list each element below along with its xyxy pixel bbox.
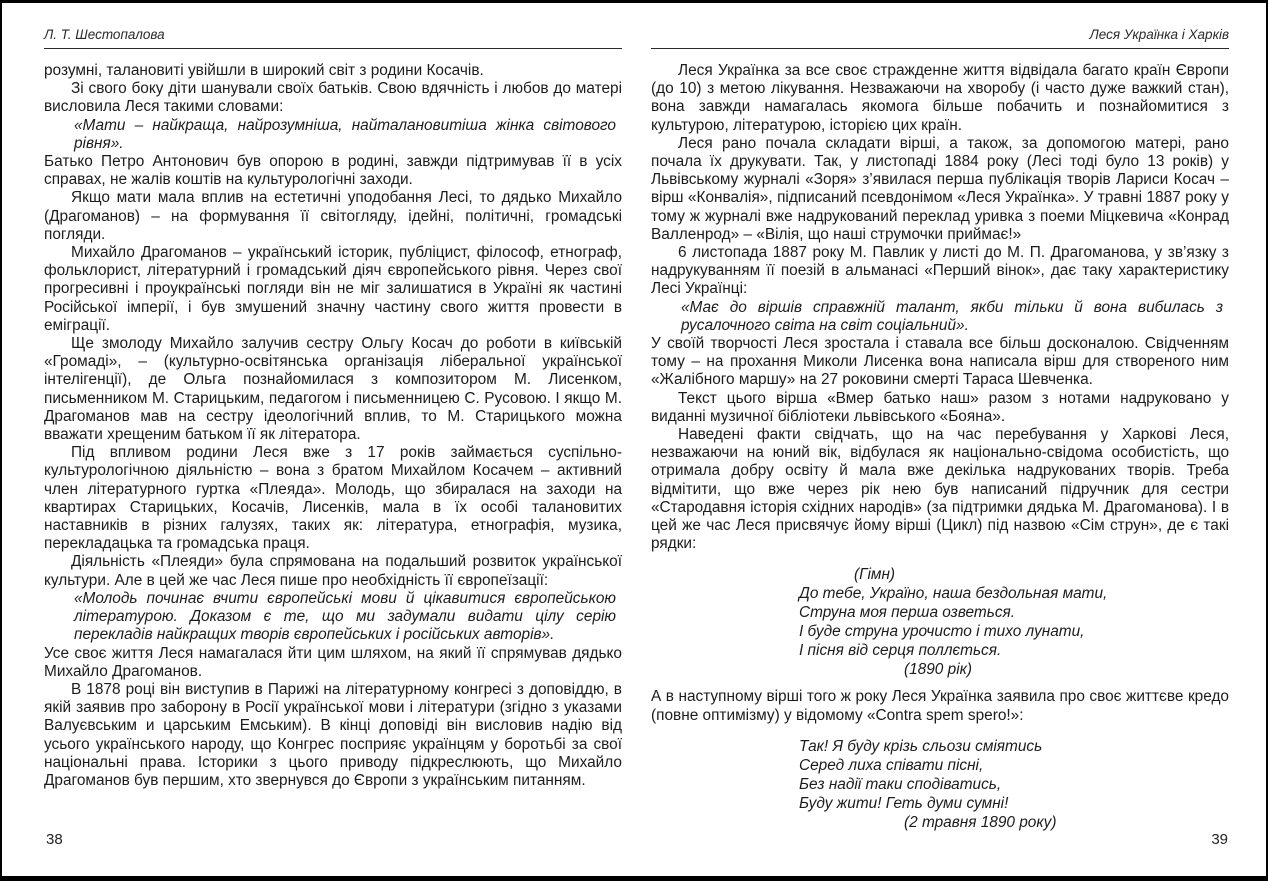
body-paragraph: У своїй творчості Леся зростала і ставала все більш досконалою. Свідченням тому – на прохання Миколи Лисенка вона написала вірш для створеного ним «Жалібного маршу» на 27 роковини смерті Тараса Шевченка. bbox=[651, 335, 1229, 389]
body-paragraph: Ще змолоду Михайло залучив сестру Ольгу Косач до роботи в київській «Громаді», – (культурно-освітянська організація ліберальної української інтелігенції), де Ольга познайомилася з композитором М. Лисенком, письменником М. Старицьким, педагогом і письменницею С. Русовою. І якщо М. Драгоманов мав на сестру ідеологічний вплив, то М. Старицького можна вважати хрещеним батьком її як літератора. bbox=[44, 335, 622, 444]
poem-line: Без надії таки сподіватись, bbox=[799, 775, 1002, 793]
left-page bbox=[44, 27, 622, 790]
body-paragraph: Текст цього вірша «Вмер батько наш» разом з нотами надруковано у виданні музичної бібліотеки львівського «Бояна». bbox=[651, 389, 1229, 425]
body-paragraph: Михайло Драгоманов – український історик, публіцист, філософ, етнограф, фольклорист, літературний і громадський діяч європейського рівня. Через свої прогресивні і проукраїнські погляди він не міг залишатися в Україні як частині Російської імперії, і був змушений значну частину свого життя провести в еміграції. bbox=[44, 244, 622, 334]
body-paragraph: Наведені факти свідчать, що на час перебування у Харкові Леся, незважаючи на юний вік, відбулася як національно-свідома особистість, що отримала добру освіту й мала вже декілька надрукованих творів. Треба відмітити, що вже через рік нею був написаний підручник для сестри «Стародавня історія східних народів» (за підтримки дядька М. Драгоманова). І в цей же час Леся присвячує йому вірші (Цикл) під назвою «Сім струн», де є такі рядки: bbox=[651, 426, 1229, 553]
body-paragraph: Батько Петро Антонович був опорою в родині, завжди підтримував її в усіх справах, не жалів коштів на культурологічні заходи. bbox=[44, 153, 622, 189]
body-paragraph: Леся рано почала складати вірші, а також, за допомогою матері, рано почала їх друкувати. Так, у листопаді 1884 року (Лесі тоді було 13 років) у Львівському журналі «Зоря» з’явилася перша публікація творів Лариси Косач – вірш «Конвалія», підписаний псевдонімом «Леся Українка». У травні 1887 року у тому ж журналі вже надрукований переклад уривка з поеми Міцкевича «Конрад Валленрод» – «Вілія, що наші струмочки приймає!» bbox=[651, 134, 1229, 243]
right-page-body bbox=[651, 62, 1229, 832]
body-paragraph: Усе своє життя Леся намагалася йти цим шляхом, на який її спрямував дядько Михайло Драгоманов. bbox=[44, 644, 622, 680]
poem-line: Струна моя перша озветься. bbox=[799, 604, 1016, 622]
body-paragraph: А в наступному вірші того ж року Леся Українка заявила про своє життєве кредо (повне оптимізму) у відомому «Contra spem spero!»: bbox=[651, 688, 1229, 724]
poem-line: І буде струна урочисто і тихо лунати, bbox=[799, 623, 1085, 641]
poem-line: Серед лиха співати пісні, bbox=[799, 756, 984, 774]
body-paragraph: Діяльність «Плеяди» була спрямована на подальший розвиток української культури. Але в цей же час Леся пише про необхідність її європеїзації: bbox=[44, 553, 622, 589]
quote-paragraph: «Мати – найкраща, найрозумніша, найталановитіша жінка світового рівня». bbox=[74, 116, 616, 152]
page-number: 38 bbox=[46, 831, 63, 848]
poem-line: До тебе, Україно, наша бездольная мати, bbox=[799, 585, 1108, 603]
poem-date: (1890 рік) bbox=[904, 661, 973, 679]
page-number: 39 bbox=[1211, 831, 1228, 848]
running-header-author: Л. Т. Шестопалова bbox=[44, 27, 622, 49]
poem-credo bbox=[799, 737, 1229, 832]
body-paragraph: розумні, талановиті увійшли в широкий світ з родини Косачів. bbox=[44, 62, 484, 79]
body-paragraph: В 1878 році він виступив в Парижі на літературному конгресі з доповіддю, в якій заявив про заборону в Росії української мови і літератури (згідно з указами Валуєвським и царським Емським). В кінці доповіді він висловив надію від усього українського народу, що Конгрес посприяє українцям у боротьбі за свої національні права. Історики з цього приводу підкреслюють, що Михайло Драгоманов був першим, хто звернувся до Європи з українським питанням. bbox=[44, 680, 622, 789]
left-page-body bbox=[44, 62, 622, 790]
quote-paragraph: «Молодь починає вчити європейські мови й цікавитися європейською літературою. Доказом є те, що ми задумали видати цілу серію перекладів найкращих творів європейських і російських авторів». bbox=[74, 589, 616, 644]
right-page bbox=[651, 27, 1229, 841]
poem-line: Так! Я буду крізь сльози сміятись bbox=[799, 737, 1043, 755]
running-header-title: Леся Українка і Харків bbox=[651, 27, 1229, 49]
poem-line: І пісня від серця поллється. bbox=[799, 642, 1002, 660]
quote-paragraph: «Має до віршів справжній талант, якби тільки й вона вибилась з русалочного світа на світ соціальний». bbox=[681, 298, 1223, 334]
poem-line: Буду жити! Геть думи сумні! bbox=[799, 794, 1009, 812]
poem-title: (Гімн) bbox=[854, 566, 896, 584]
poem-date: (2 травня 1890 року) bbox=[904, 813, 1057, 831]
body-paragraph: Якщо мати мала вплив на естетичні уподобання Лесі, то дядько Михайло (Драгоманов) – на формування її світогляду, ідейні, політичні, громадські погляди. bbox=[44, 189, 622, 243]
body-paragraph: 6 листопада 1887 року М. Павлик у листі до М. П. Драгоманова, у зв’язку з надрукуванням її поезій в альманасі «Перший вінок», дає таку характеристику Лесі Українці: bbox=[651, 244, 1229, 298]
body-paragraph: Зі свого боку діти шанували своїх батьків. Свою вдячність і любов до матері висловила Леся такими словами: bbox=[44, 80, 622, 116]
poem-hymn bbox=[799, 565, 1229, 679]
body-paragraph: Леся Українка за все своє стражденне життя відвідала багато країн Європи (до 10) з метою лікування. Незважаючи на хворобу (і часто дуже важкий стан), вона завжди намагалась якомога більше побачить и познайомитися з культурою, літературою, історією цих країн. bbox=[651, 62, 1229, 134]
body-paragraph: Під впливом родини Леся вже з 17 років займається суспільно-культурологічною діяльністю – вона з братом Михайлом Косачем – активний член літературного гуртка «Плеяда». Молодь, що збиралася на заходи на квартирах Старицьких, Косачів, Лисенків, мала в їх особі талановитих наставників в різних галузях, таких як: література, етнографія, музика, перекладацька та громадська праця. bbox=[44, 444, 622, 553]
